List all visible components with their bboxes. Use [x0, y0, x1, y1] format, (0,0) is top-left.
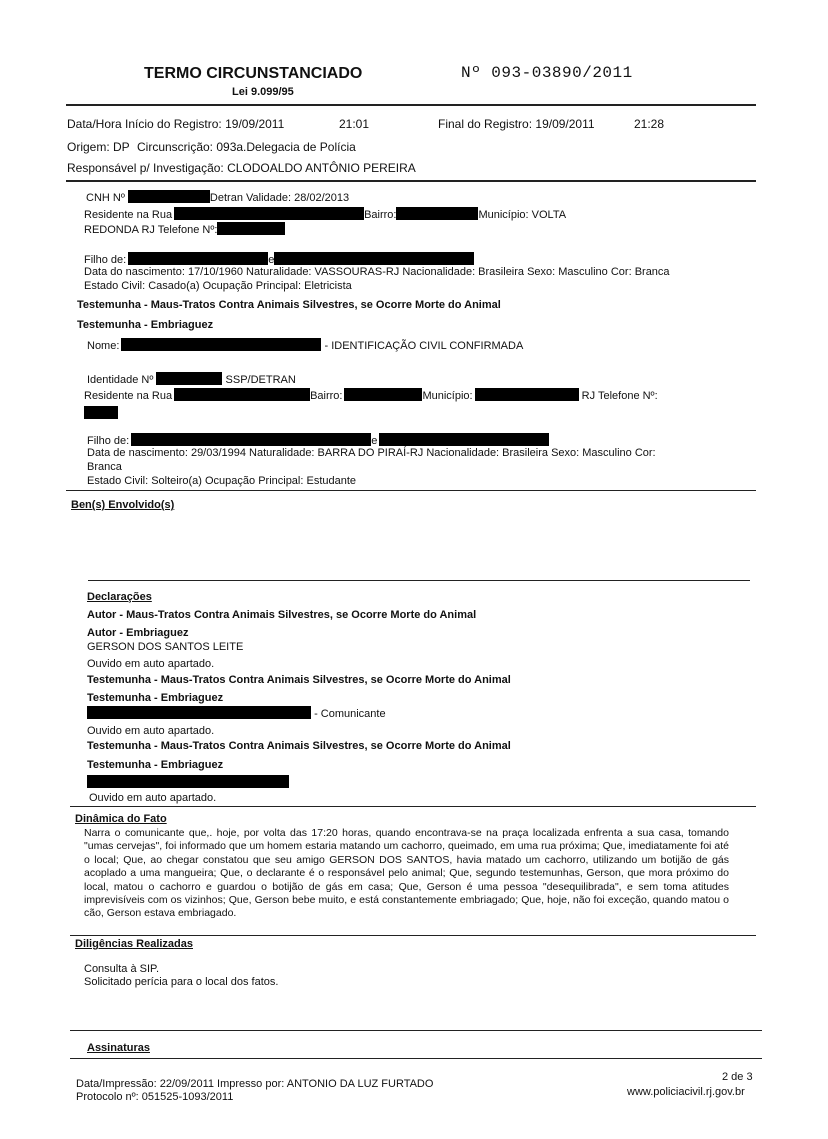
ouvido-2: Ouvido em auto apartado.: [87, 725, 215, 737]
filiacao-line: [84, 252, 474, 266]
redacted-block: [475, 388, 579, 401]
registro-inicio-label: Data/Hora Início do Registro:: [67, 117, 222, 131]
nascimento-line: Data do nascimento: 17/10/1960 Naturalidade: VASSOURAS-RJ Nacionalidade: Brasileira Sexo: Masculino Cor: Branca: [84, 266, 670, 278]
residente-label: Residente na Rua: [84, 209, 173, 221]
footer-impressao: Data/Impressão: 22/09/2011 Impresso por: ANTONIO DA LUZ FURTADO: [76, 1078, 434, 1090]
ouvido-3: Ouvido em auto apartado.: [89, 792, 217, 804]
redacted-block: [84, 406, 118, 419]
redacted-block: [379, 433, 549, 446]
telefone2-value: [84, 404, 118, 422]
registro-final-date: 19/09/2011: [535, 117, 595, 131]
document-title: TERMO CIRCUNSTANCIADO: [144, 65, 363, 82]
diligencia-item-1: Consulta à SIP.: [84, 963, 160, 975]
testemunha1-maus-tratos: Testemunha - Maus-Tratos Contra Animais Silvestres, se Ocorre Morte do Animal: [87, 674, 511, 686]
bens-divider: [88, 580, 750, 581]
testemunha2-nome: [87, 773, 289, 791]
filho2-label: Filho de:: [87, 435, 130, 447]
nascimento2-line: Data de nascimento: 29/03/1994 Naturalidade: BARRA DO PIRAÍ-RJ Nacionalidade: Brasileira Sexo: Masculino Cor:: [87, 447, 656, 459]
nome-label: Nome:: [87, 340, 120, 352]
redacted-block: [128, 252, 268, 265]
declaracoes-title: Declarações: [87, 591, 152, 603]
nome-line: [87, 338, 523, 352]
redacted-block: [156, 372, 222, 385]
redacted-block: [217, 222, 285, 235]
cnh-label: CNH Nº: [86, 192, 125, 204]
redacted-block: [87, 775, 289, 788]
autor-maus-tratos: Autor - Maus-Tratos Contra Animais Silvestres, se Ocorre Morte do Animal: [87, 609, 477, 621]
redacted-block: [87, 706, 311, 719]
document-number: Nº 093-03890/2011: [461, 64, 633, 82]
bairro-label: Bairro:: [364, 209, 397, 221]
registro-final-label: Final do Registro:: [438, 117, 533, 131]
registro-inicio-date: 19/09/2011: [225, 117, 285, 131]
redacted-block: [131, 433, 371, 446]
origem: Origem: DP: [67, 140, 130, 154]
testemunha1-embriaguez: Testemunha - Embriaguez: [87, 692, 224, 704]
declaracoes-divider: [70, 806, 756, 807]
ssp-detran: SSP/DETRAN: [225, 374, 296, 386]
redacted-block: [121, 338, 321, 351]
diligencia-item-2: Solicitado perícia para o local dos fatos.: [84, 976, 279, 988]
filiacao-e: e: [268, 254, 275, 266]
endereco-line: [84, 207, 566, 221]
footer-protocolo: Protocolo nº: 051525-1093/2011: [76, 1091, 234, 1103]
cidade-telefone-line: [84, 222, 285, 236]
identidade-line: [87, 372, 296, 386]
ouvido-1: Ouvido em auto apartado.: [87, 658, 215, 670]
comunicante-line: [87, 706, 386, 720]
rj-telefone: RJ Telefone Nº:: [581, 390, 658, 402]
assinaturas-title: Assinaturas: [87, 1042, 150, 1054]
diligencias-divider: [70, 1030, 762, 1031]
cidade-telefone: REDONDA RJ Telefone Nº:: [84, 224, 218, 236]
dinamica-divider: [70, 935, 756, 936]
redacted-block: [174, 388, 310, 401]
cor2-line: Branca: [87, 461, 122, 473]
endereco2-line: [84, 388, 658, 402]
diligencias-title: Diligências Realizadas: [75, 938, 193, 950]
identidade-label: Identidade Nº: [87, 374, 154, 386]
redacted-block: [274, 252, 474, 265]
detran-validade: Detran Validade: 28/02/2013: [209, 192, 350, 204]
pessoas-divider: [66, 490, 756, 491]
footer-page-number: 2 de 3: [722, 1071, 753, 1083]
municipio2-label: Município:: [422, 390, 473, 402]
filiacao2-e: e: [371, 435, 378, 447]
cnh-line: [86, 190, 349, 204]
registro-final: [438, 117, 595, 131]
redacted-block: [128, 190, 210, 203]
bairro2-label: Bairro:: [310, 390, 343, 402]
identificacao-civil: - IDENTIFICAÇÃO CIVIL CONFIRMADA: [324, 340, 524, 352]
residente2-label: Residente na Rua: [84, 390, 173, 402]
header-divider: [66, 104, 756, 106]
law-reference: Lei 9.099/95: [232, 86, 294, 98]
redacted-block: [344, 388, 422, 401]
bens-title: Ben(s) Envolvido(s): [71, 499, 175, 511]
redacted-block: [396, 207, 478, 220]
responsavel-investigacao: Responsável p/ Investigação: CLODOALDO ANTÔNIO PEREIRA: [67, 161, 416, 175]
municipio-text: Município: VOLTA: [478, 209, 567, 221]
estado-civil2-line: Estado Civil: Solteiro(a) Ocupação Principal: Estudante: [87, 475, 357, 487]
dinamica-title: Dinâmica do Fato: [75, 813, 167, 825]
testemunha2-maus-tratos: Testemunha - Maus-Tratos Contra Animais Silvestres, se Ocorre Morte do Animal: [87, 740, 511, 752]
filho-label: Filho de:: [84, 254, 127, 266]
testemunha-maus-tratos-title: Testemunha - Maus-Tratos Contra Animais Silvestres, se Ocorre Morte do Animal: [77, 299, 501, 311]
testemunha2-embriaguez: Testemunha - Embriaguez: [87, 759, 224, 771]
autor-nome: GERSON DOS SANTOS LEITE: [87, 641, 244, 653]
redacted-block: [174, 207, 364, 220]
filiacao2-line: [87, 433, 549, 447]
comunicante-label: - Comunicante: [314, 708, 386, 720]
registro-final-time: 21:28: [634, 117, 665, 131]
testemunha-embriaguez-title: Testemunha - Embriaguez: [77, 319, 214, 331]
autor-embriaguez: Autor - Embriaguez: [87, 627, 189, 639]
estado-civil-line: Estado Civil: Casado(a) Ocupação Principal: Eletricista: [84, 280, 352, 292]
registro-inicio-time: 21:01: [339, 117, 370, 131]
dinamica-text: Narra o comunicante que,. hoje, por volta das 17:20 horas, quando encontrava-se na praça localizada enfrenta a sua casa, tomando "umas cervejas", foi informado que um homem estaria matando um cachorro, queimado, em uma rua próxima; Que, imediatamente foi até o local; Que, ao chegar constatou que seu amigo GERSON DOS SANTOS, havia matado um cachorro, utilizando um botijão de gás acoplado a uma mangueira; Que, o declarante é o responsável pelo animal; Que, segundo testemunhas, Gerson, que mora próximo do local, matou o cachorro e guardou o botijão de gás em casa; Que, Gerson é uma pessoa "desequilibrada", e sem toma atitudes imprevisíveis com os vizinhos; Que, Gerson bebe muito, e está constantemente embriagado; Que, hoje, não foi exceção, quando matou o cão, Gerson estava embriagado.: [84, 827, 729, 920]
circunscricao: Circunscrição: 093a.Delegacia de Polícia: [137, 140, 356, 154]
footer-site: www.policiacivil.rj.gov.br: [627, 1086, 745, 1098]
registro-divider: [66, 180, 756, 182]
assinaturas-divider: [70, 1058, 762, 1059]
registro-inicio: [67, 117, 284, 131]
